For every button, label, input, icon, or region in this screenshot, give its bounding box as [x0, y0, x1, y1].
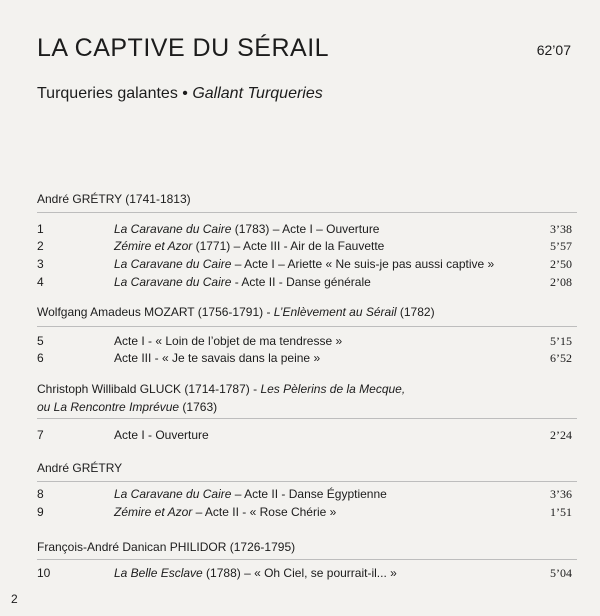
composer-heading: François-André Danican PHILIDOR (1726-1795)	[37, 540, 296, 554]
track-number: 8	[37, 487, 44, 501]
work-title: La Caravane du Caire	[114, 487, 232, 501]
track-duration: 6’52	[550, 351, 572, 365]
subtitle	[37, 85, 323, 103]
track-duration: 1’51	[550, 505, 572, 519]
track-number: 10	[37, 566, 51, 580]
section-divider	[37, 481, 577, 482]
track-number: 4	[37, 275, 44, 289]
track-duration: 3’38	[550, 222, 572, 236]
total-duration: 62’07	[536, 42, 571, 58]
work-title: La Caravane du Caire	[114, 275, 232, 289]
track-detail: (1771) – Acte III - Air de la Fauvette	[192, 239, 385, 253]
track-number: 2	[37, 239, 44, 253]
track-description: Acte I - Ouverture	[114, 428, 209, 442]
work-title: Zémire et Azor	[114, 505, 193, 519]
track-description	[114, 505, 336, 519]
composer-name: Christoph Willibald GLUCK (1714-1787) -	[37, 382, 261, 396]
track-row	[37, 275, 572, 292]
composer-work-subtitle: ou La Rencontre Imprévue	[37, 400, 180, 414]
composer-heading	[37, 303, 435, 321]
track-duration: 3’36	[550, 487, 572, 501]
track-detail: – Acte II - Danse Égyptienne	[231, 487, 387, 501]
track-description	[114, 487, 387, 501]
composer-work: L’Enlèvement au Sérail	[273, 305, 397, 319]
track-description	[114, 222, 379, 236]
composer-work: Les Pèlerins de la Mecque,	[260, 382, 406, 396]
track-duration: 5’04	[550, 566, 572, 580]
section-divider	[37, 418, 577, 419]
track-detail: (1788) – « Oh Ciel, se pourrait-il... »	[202, 566, 397, 580]
track-detail: – Acte II - « Rose Chérie »	[192, 505, 337, 519]
subtitle-fr: Turqueries galantes	[37, 85, 178, 102]
track-row	[37, 257, 572, 274]
page-number: 2	[11, 592, 18, 606]
track-number: 5	[37, 334, 44, 348]
work-title: La Caravane du Caire	[114, 257, 232, 271]
track-detail: – Acte I – Ariette « Ne suis-je pas aussi captive »	[231, 257, 495, 271]
composer-work-year: (1763)	[179, 400, 218, 414]
track-row	[37, 239, 572, 256]
composer-heading: André GRÉTRY (1741-1813)	[37, 192, 191, 206]
track-detail: (1783) – Acte I – Ouverture	[231, 222, 380, 236]
work-title: Zémire et Azor	[114, 239, 193, 253]
composer-name: Wolfgang Amadeus MOZART (1756-1791) -	[37, 305, 274, 319]
track-row	[37, 505, 572, 522]
track-row	[37, 222, 572, 239]
track-detail: - Acte II - Danse générale	[231, 275, 371, 289]
track-duration: 2’24	[550, 428, 572, 442]
track-row	[37, 351, 572, 368]
track-description	[114, 275, 371, 289]
subtitle-separator: •	[177, 85, 193, 102]
track-row	[37, 334, 572, 351]
track-number: 6	[37, 351, 44, 365]
subtitle-en: Gallant Turqueries	[192, 85, 323, 102]
track-description: Acte III - « Je te savais dans la peine »	[114, 351, 321, 365]
track-description: Acte I - « Loin de l’objet de ma tendresse »	[114, 334, 343, 348]
section-divider	[37, 559, 577, 560]
section-divider	[37, 212, 577, 213]
section-divider	[37, 326, 577, 327]
composer-work-year: (1782)	[396, 305, 435, 319]
track-duration: 5’15	[550, 334, 572, 348]
track-number: 9	[37, 505, 44, 519]
work-title: La Belle Esclave	[114, 566, 203, 580]
track-number: 7	[37, 428, 44, 442]
track-description	[114, 239, 384, 253]
track-duration: 2’08	[550, 275, 572, 289]
track-row	[37, 487, 572, 504]
composer-heading	[37, 380, 405, 416]
track-number: 3	[37, 257, 44, 271]
page-title: LA CAPTIVE DU SÉRAIL	[37, 34, 330, 62]
track-duration: 5’57	[550, 239, 572, 253]
track-row	[37, 566, 572, 583]
track-duration: 2’50	[550, 257, 572, 271]
composer-heading: André GRÉTRY	[37, 461, 123, 475]
work-title: La Caravane du Caire	[114, 222, 232, 236]
track-description	[114, 257, 494, 271]
track-number: 1	[37, 222, 44, 236]
track-description	[114, 566, 397, 580]
track-row	[37, 428, 572, 445]
